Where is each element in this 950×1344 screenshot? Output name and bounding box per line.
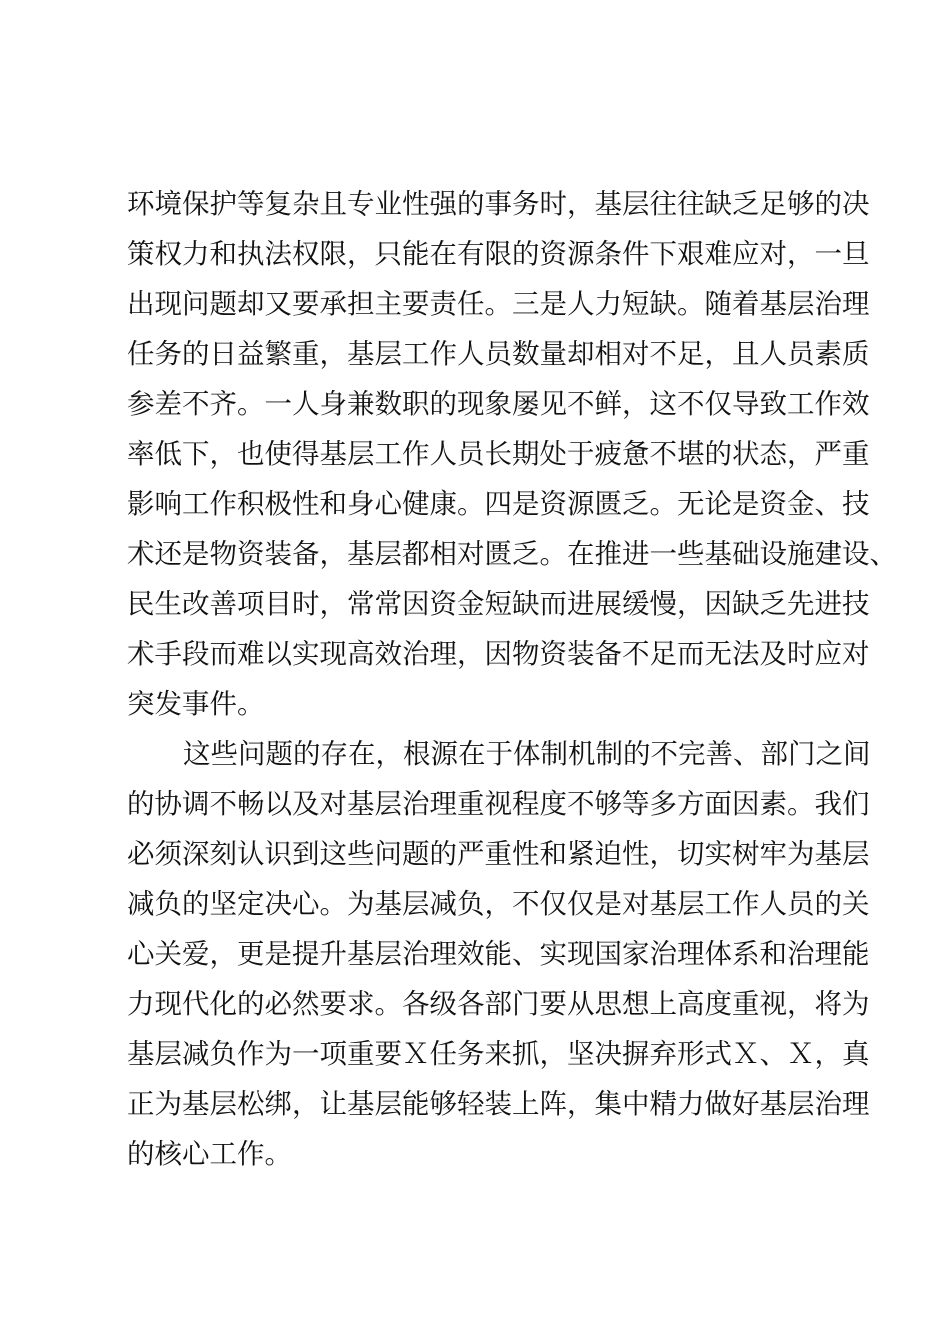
text-line: 力现代化的必然要求。各级各部门要从思想上高度重视，将为 bbox=[127, 988, 870, 1020]
text-line: 基层减负作为一项重要Ｘ任务来抓，坚决摒弃形式Ｘ、Ｘ，真 bbox=[127, 1038, 870, 1070]
text-line: 术手段而难以实现高效治理，因物资装备不足而无法及时应对 bbox=[127, 638, 870, 670]
text-line: 减负的坚定决心。为基层减负，不仅仅是对基层工作人员的关 bbox=[127, 888, 870, 920]
text-line: 必须深刻认识到这些问题的严重性和紧迫性，切实树牢为基层 bbox=[127, 838, 870, 870]
text-line: 影响工作积极性和身心健康。四是资源匮乏。无论是资金、技 bbox=[127, 488, 870, 520]
text-line: 任务的日益繁重，基层工作人员数量却相对不足，且人员素质 bbox=[127, 338, 870, 370]
text-line: 突发事件。 bbox=[127, 688, 265, 720]
text-line: 心关爱，更是提升基层治理效能、实现国家治理体系和治理能 bbox=[127, 938, 870, 970]
text-line: 正为基层松绑，让基层能够轻装上阵，集中精力做好基层治理 bbox=[127, 1088, 870, 1120]
text-line: 的协调不畅以及对基层治理重视程度不够等多方面因素。我们 bbox=[127, 788, 870, 820]
text-line: 术还是物资装备，基层都相对匮乏。在推进一些基础设施建设、 bbox=[127, 538, 897, 570]
text-line: 率低下，也使得基层工作人员长期处于疲惫不堪的状态，严重 bbox=[127, 438, 870, 470]
text-line: 民生改善项目时，常常因资金短缺而进展缓慢，因缺乏先进技 bbox=[127, 588, 870, 620]
text-line: 参差不齐。一人身兼数职的现象屡见不鲜，这不仅导致工作效 bbox=[127, 388, 870, 420]
text-line: 出现问题却又要承担主要责任。三是人力短缺。随着基层治理 bbox=[127, 288, 870, 320]
text-line: 这些问题的存在，根源在于体制机制的不完善、部门之间 bbox=[183, 738, 871, 770]
text-line: 的核心工作。 bbox=[127, 1138, 292, 1170]
text-line: 策权力和执法权限，只能在有限的资源条件下艰难应对，一旦 bbox=[127, 238, 870, 270]
text-line: 环境保护等复杂且专业性强的事务时，基层往往缺乏足够的决 bbox=[127, 188, 870, 220]
